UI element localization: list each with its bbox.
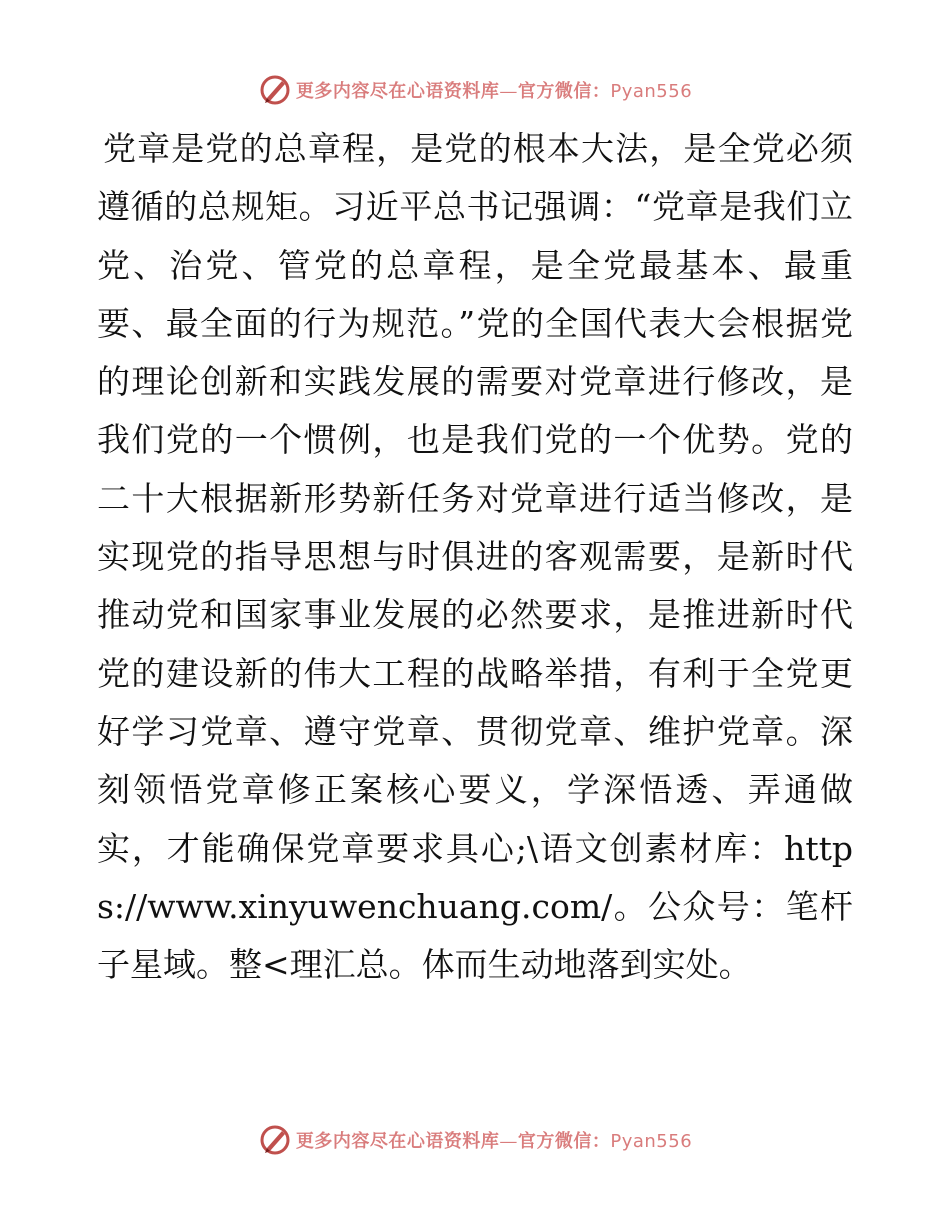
pen-circle-logo-icon <box>258 1123 292 1157</box>
pen-circle-logo-icon <box>258 73 292 107</box>
watermark-handle: Pyan556 <box>610 81 693 102</box>
watermark-brand: 更多内容尽在心语资料库 <box>295 81 500 102</box>
watermark-text <box>296 1127 692 1153</box>
watermark-brand: 更多内容尽在心语资料库 <box>295 1131 500 1152</box>
footer-watermark <box>0 1120 950 1160</box>
watermark-wechat-label: 官方微信： <box>517 81 611 102</box>
watermark-text <box>296 77 692 103</box>
watermark-wechat-label: 官方微信： <box>517 1131 611 1152</box>
watermark-handle: Pyan556 <box>610 1131 693 1152</box>
watermark-separator: — <box>499 81 518 102</box>
body-paragraph: 党章是党的总章程，是党的根本大法，是全党必须遵循的总规矩。习近平总书记强调：“党章是我们立党、治党、管党的总章程，是全党最基本、最重要、最全面的行为规范。”党的全国代表大会根据党的理论创新和实践发展的需要对党章进行修改，是我们党的一个惯例，也是我们党的一个优势。党的二十大根据新形势新任务对党章进行适当修改，是实现党的指导思想与时俱进的客观需要，是新时代推动党和国家事业发展的必然要求，是推进新时代党的建设新的伟大工程的战略举措，有利于全党更好学习党章、遵守党章、贯彻党章、维护党章。深刻领悟党章修正案核心要义，学深悟透、弄通做实，才能确保党章要求具心;\语文创素材库：https://www.xinyuwenchuang.com/。公众号：笔杆子星域。整<理汇总。体而生动地落到实处。 <box>97 129 853 985</box>
watermark-separator: — <box>499 1131 518 1152</box>
header-watermark <box>0 70 950 110</box>
